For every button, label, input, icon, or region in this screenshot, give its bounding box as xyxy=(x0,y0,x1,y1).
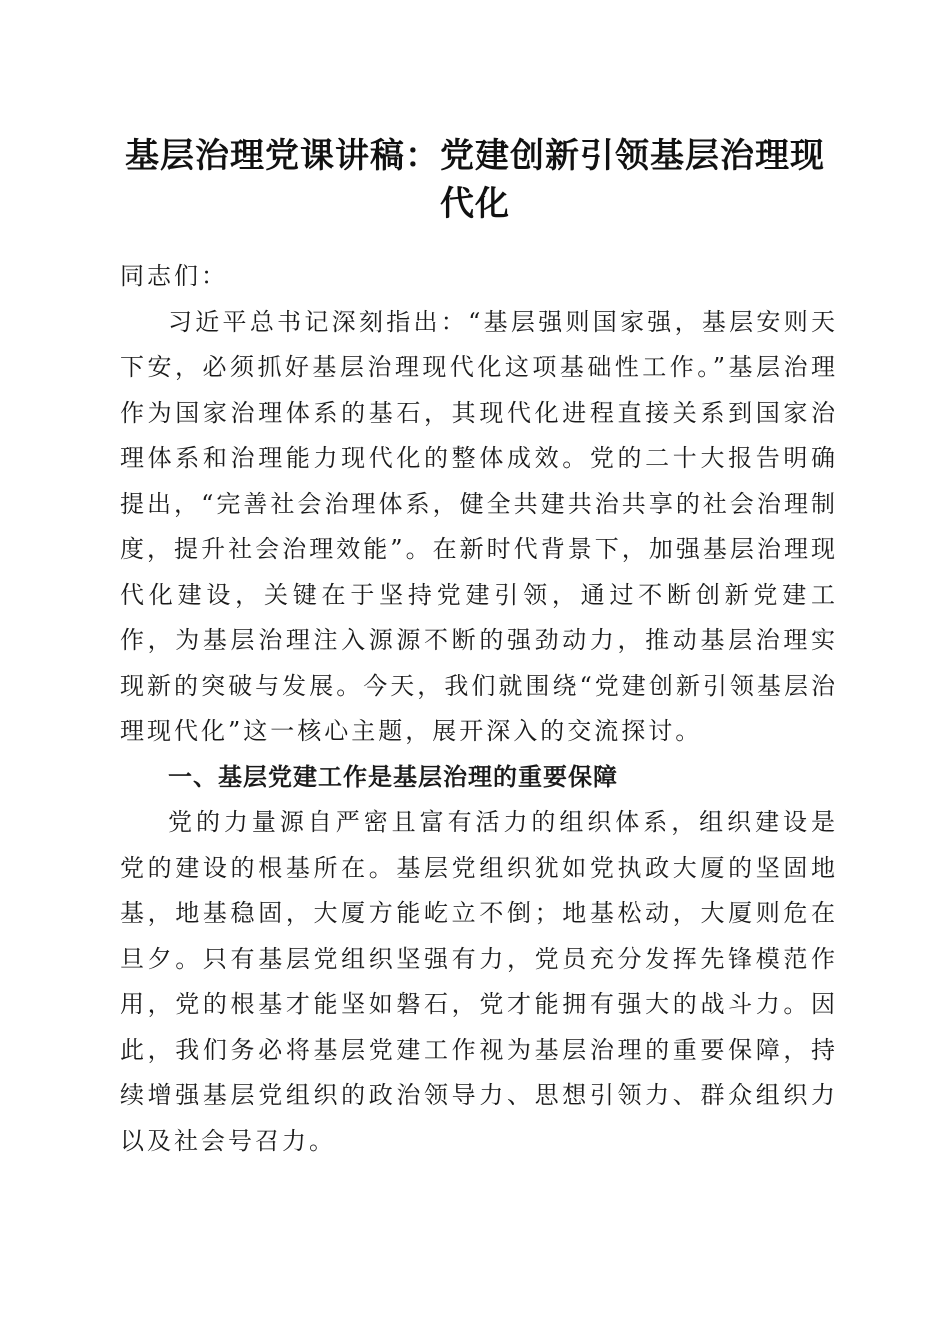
section-1-paragraph: 党的力量源自严密且富有活力的组织体系，组织建设是党的建设的根基所在。基层党组织犹如党执政大厦的坚固地基，地基稳固，大厦方能屹立不倒；地基松动，大厦则危在旦夕。只有基层党组织坚强有力，党员充分发挥先锋模范作用，党的根基才能坚如磐石，党才能拥有强大的战斗力。因此，我们务必将基层党建工作视为基层治理的重要保障，持续增强基层党组织的政治领导力、思想引领力、群众组织力以及社会号召力。 xyxy=(120,808,838,1155)
section-heading-1: 一、基层党建工作是基层治理的重要保障 xyxy=(168,762,618,791)
intro-paragraph: 习近平总书记深刻指出：“基层强则国家强，基层安则天下安，必须抓好基层治理现代化这项基础性工作。”基层治理作为国家治理体系的基石，其现代化进程直接关系到国家治理体系和治理能力现代化的整体成效。党的二十大报告明确提出，“完善社会治理体系，健全共建共治共享的社会治理制度，提升社会治理效能”。在新时代背景下，加强基层治理现代化建设，关键在于坚持党建引领，通过不断创新党建工作，为基层治理注入源源不断的强劲动力，推动基层治理实现新的突破与发展。今天，我们就围绕“党建创新引领基层治理现代化”这一核心主题，展开深入的交流探讨。 xyxy=(120,307,838,745)
document-title: 基层治理党课讲稿：党建创新引领基层治理现代化 xyxy=(125,136,825,224)
document-body xyxy=(120,254,838,1164)
salutation: 同志们： xyxy=(120,262,228,290)
